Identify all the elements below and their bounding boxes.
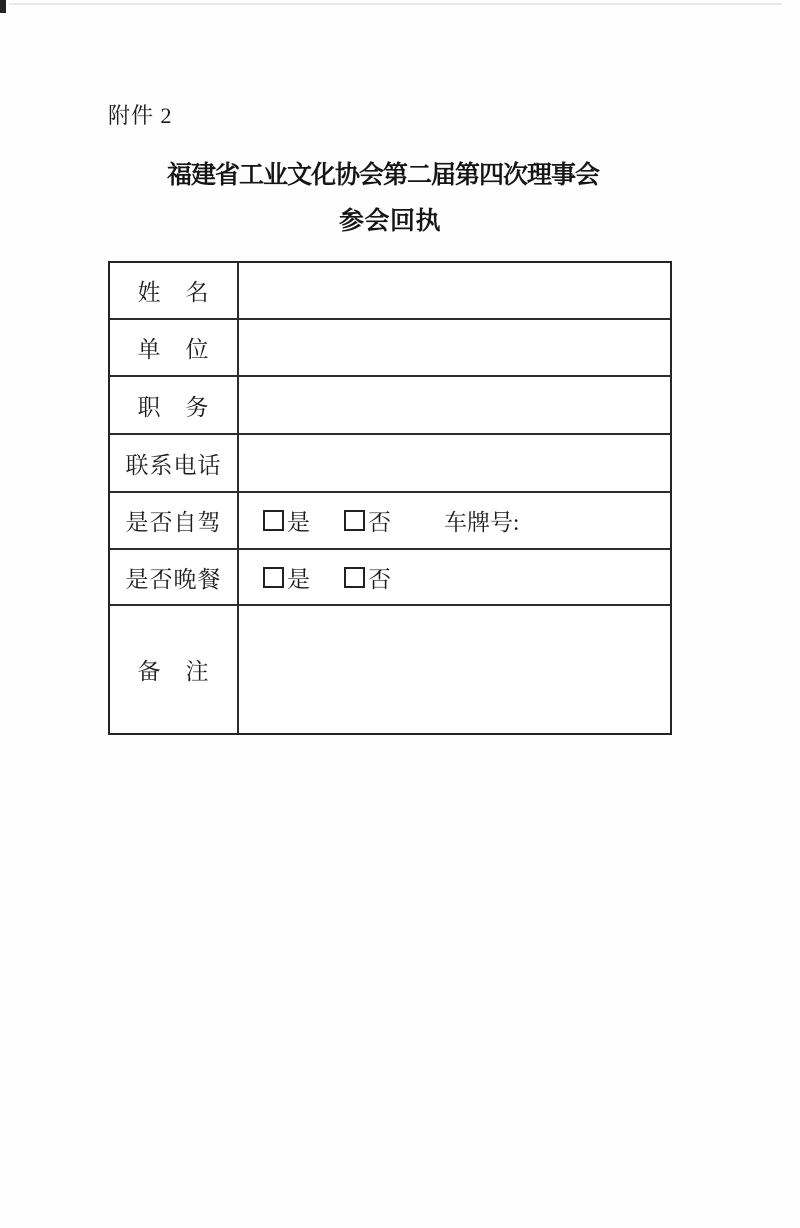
row-name	[110, 263, 670, 320]
reply-form-table	[108, 261, 672, 735]
checkbox-no-icon	[344, 510, 365, 531]
row-remarks	[110, 606, 670, 733]
row-unit	[110, 320, 670, 377]
option-yes-label: 是	[287, 510, 310, 535]
phone-field	[239, 435, 670, 491]
row-label: 姓 名	[110, 263, 239, 318]
option-yes-label: 是	[287, 566, 310, 592]
option-no-label: 否	[368, 510, 391, 535]
row-phone	[110, 435, 670, 493]
unit-field	[239, 320, 670, 375]
row-position	[110, 377, 670, 435]
row-label: 单 位	[110, 320, 239, 375]
checkbox-yes-icon	[263, 567, 284, 588]
document-subtitle: 参会回执	[339, 208, 442, 235]
row-dinner	[110, 550, 670, 606]
attachment-label: 附件 2	[108, 103, 173, 128]
row-label: 是否晚餐	[110, 550, 239, 604]
self-driving-options	[239, 493, 670, 548]
position-field	[239, 377, 670, 433]
option-no	[344, 504, 391, 537]
checkbox-yes-icon	[263, 510, 284, 531]
remarks-field	[239, 606, 670, 733]
checkbox-no-icon	[344, 567, 365, 588]
row-label: 是否自驾	[110, 493, 239, 548]
option-no-label: 否	[368, 566, 391, 592]
document-title: 福建省工业文化协会第二届第四次理事会	[167, 162, 600, 189]
plate-number-label: 车牌号:	[444, 510, 520, 535]
row-label: 职 务	[110, 377, 239, 433]
dinner-options	[239, 550, 670, 604]
row-label: 备 注	[110, 606, 239, 733]
option-yes	[263, 561, 310, 594]
option-yes	[263, 504, 310, 537]
scan-artifact-corner-mark	[0, 0, 6, 13]
name-field	[239, 263, 670, 318]
scan-artifact-top-line	[9, 3, 782, 5]
row-label: 联系电话	[110, 435, 239, 491]
option-no	[344, 561, 391, 594]
row-self-driving	[110, 493, 670, 550]
